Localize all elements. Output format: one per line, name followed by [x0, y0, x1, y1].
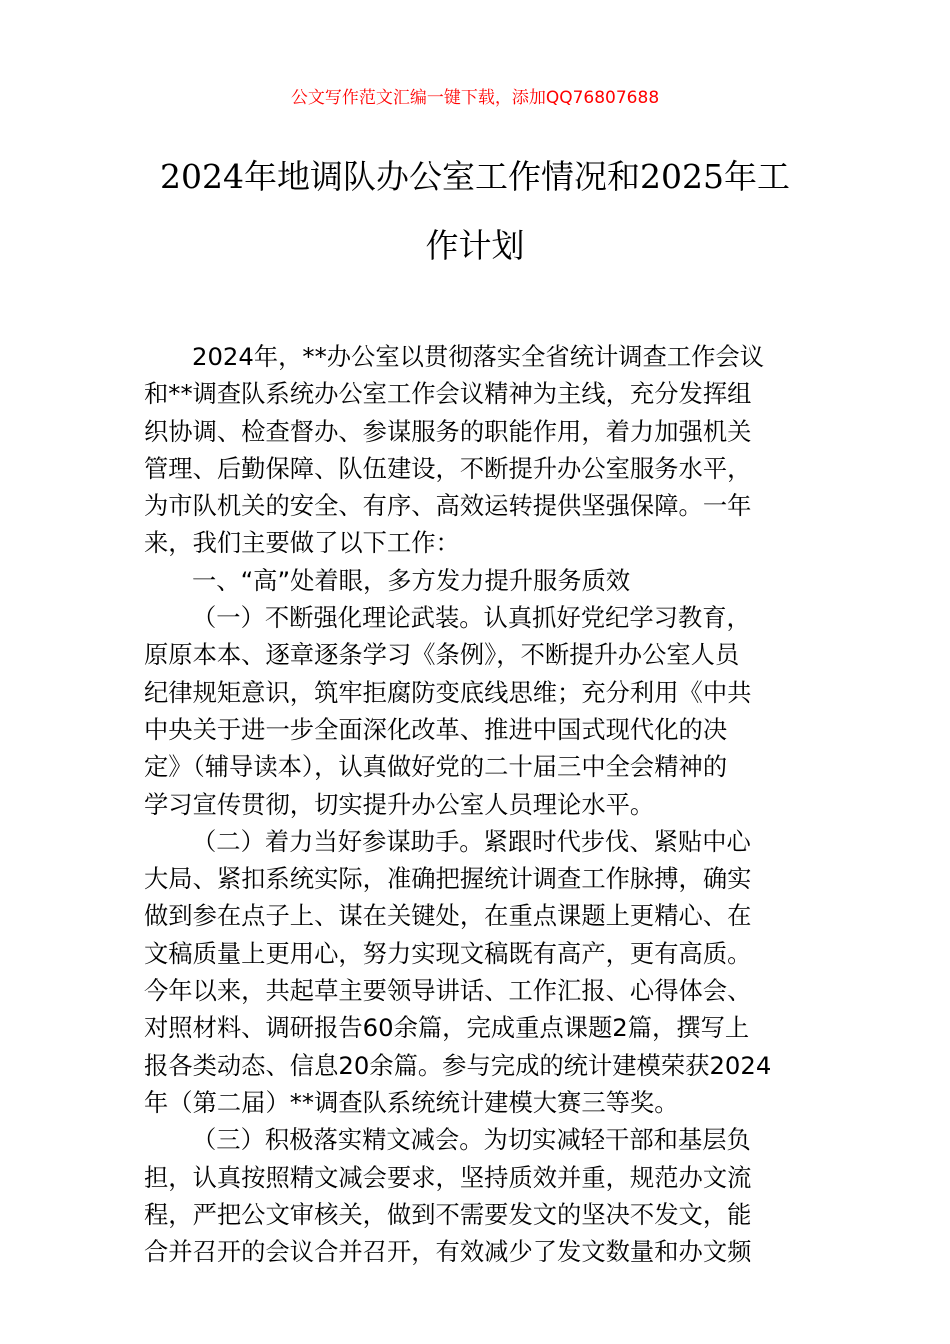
document-title-line-2: 作计划 — [425, 226, 525, 265]
body-line: 管理、后勤保障、队伍建设，不断提升办公室服务水平， — [144, 453, 752, 483]
body-line: 文稿质量上更用心，努力实现文稿既有高产，更有高质。 — [144, 938, 752, 968]
body-line: （一）不断强化理论武装。认真抓好党纪学习教育， — [192, 603, 751, 633]
body-line: （二）着力当好参谋助手。紧跟时代步伐、紧贴中心 — [192, 826, 751, 856]
section-heading: 一、“高”处着眼，多方发力提升服务质效 — [192, 565, 631, 595]
body-line: 纪律规矩意识，筑牢拒腐防变底线思维；充分利用《中共 — [144, 677, 752, 707]
body-line: 今年以来，共起草主要领导讲话、工作汇报、心得体会、 — [144, 976, 752, 1006]
body-line: 织协调、检查督办、参谋服务的职能作用，着力加强机关 — [144, 416, 752, 446]
body-line: 程，严把公文审核关，做到不需要发文的坚决不发文，能 — [144, 1199, 752, 1229]
body-line: 来，我们主要做了以下工作： — [144, 528, 460, 558]
body-line: 定》（辅导读本），认真做好党的二十届三中全会精神的 — [144, 752, 728, 782]
body-line: 报各类动态、信息20余篇。参与完成的统计建模荣获2024 — [144, 1050, 772, 1080]
body-line: 对照材料、调研报告60余篇，完成重点课题2篇，撰写上 — [144, 1013, 750, 1043]
download-ad-note: 公文写作范文汇编一键下载，添加QQ76807688 — [290, 88, 660, 108]
body-line: 合并召开的会议合并召开，有效减少了发文数量和办文频 — [144, 1237, 752, 1267]
body-line: 大局、紧扣系统实际，准确把握统计调查工作脉搏，确实 — [144, 864, 752, 894]
body-line: 做到参在点子上、谋在关键处，在重点课题上更精心、在 — [144, 901, 752, 931]
body-line: 和**调查队系统办公室工作会议精神为主线，充分发挥组 — [144, 379, 752, 409]
body-line: 年（第二届）**调查队系统统计建模大赛三等奖。 — [144, 1087, 679, 1117]
body-line: （三）积极落实精文减会。为切实减轻干部和基层负 — [192, 1125, 751, 1155]
body-line: 学习宣传贯彻，切实提升办公室人员理论水平。 — [144, 789, 655, 819]
document-body — [144, 338, 806, 1270]
body-line: 为市队机关的安全、有序、高效运转提供坚强保障。一年 — [144, 491, 752, 521]
body-line: 担，认真按照精文减会要求，坚持质效并重，规范办文流 — [144, 1162, 752, 1192]
document-title-line-1: 2024年地调队办公室工作情况和2025年工 — [160, 157, 790, 196]
body-line: 原原本本、逐章逐条学习《条例》，不断提升办公室人员 — [144, 640, 740, 670]
body-line: 中央关于进一步全面深化改革、推进中国式现代化的决 — [144, 714, 728, 744]
body-line: 2024年，**办公室以贯彻落实全省统计调查工作会议 — [192, 342, 765, 371]
